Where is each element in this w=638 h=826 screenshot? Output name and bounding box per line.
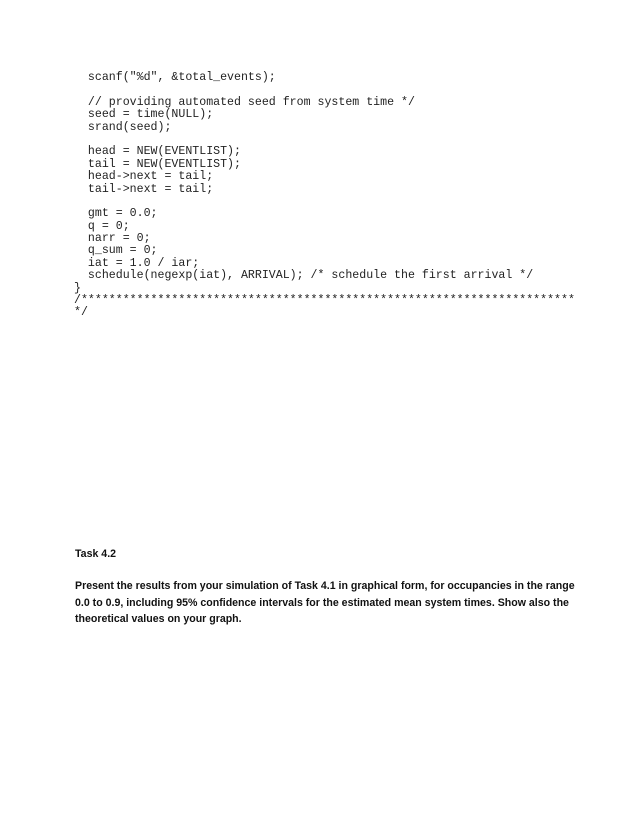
code-line: */ <box>74 306 88 320</box>
code-listing <box>74 72 575 320</box>
code-line: /*********************************************************************** <box>74 294 575 308</box>
code-line: q = 0; <box>74 219 130 233</box>
code-line: head->next = tail; <box>74 170 214 184</box>
task-heading: Task 4.2 <box>75 548 117 560</box>
code-line: gmt = 0.0; <box>74 207 158 221</box>
task-section <box>75 547 575 628</box>
code-line: schedule(negexp(iat), ARRIVAL); /* schedule the first arrival */ <box>74 269 534 283</box>
code-line: tail = NEW(EVENTLIST); <box>74 157 241 171</box>
code-line: iat = 1.0 / iar; <box>74 256 200 270</box>
task-description: Present the results from your simulation of Task 4.1 in graphical form, for occupancies in the range 0.0 to 0.9, including 95% confidence intervals for the estimated mean system times. Show also the theoretical values on your graph. <box>75 580 575 625</box>
code-line <box>74 84 575 96</box>
code-line: q_sum = 0; <box>74 244 158 258</box>
code-line: scanf("%d", &total_events); <box>74 71 276 84</box>
code-line: narr = 0; <box>74 232 151 246</box>
code-line: head = NEW(EVENTLIST); <box>74 145 241 159</box>
code-line: seed = time(NULL); <box>74 108 214 122</box>
code-line: srand(seed); <box>74 120 172 134</box>
code-line: // providing automated seed from system time */ <box>74 95 415 109</box>
code-line: tail->next = tail; <box>74 182 214 196</box>
code-line: } <box>74 281 81 295</box>
